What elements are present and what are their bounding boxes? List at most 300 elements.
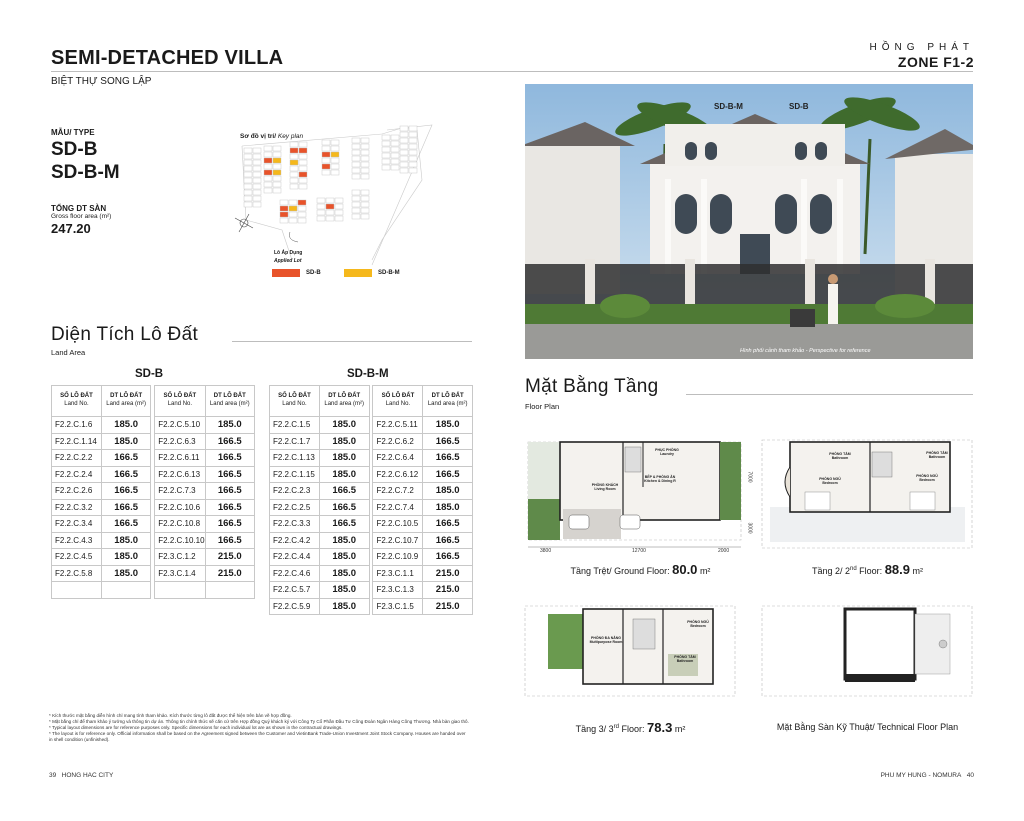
lot-area-cell: 166.5 (101, 499, 150, 516)
lot-number-cell: F2.2.C.10.8 (155, 516, 205, 533)
key-plan-lot (352, 156, 360, 161)
key-plan-lot (273, 182, 281, 187)
table-row (270, 417, 473, 434)
key-plan-lot (331, 152, 339, 157)
lot-area-cell: 185.0 (319, 433, 369, 450)
key-plan-lot (361, 174, 369, 179)
lot-number-cell: F2.2.C.3.3 (270, 516, 320, 533)
key-plan-lot (409, 162, 417, 167)
key-plan-lot (391, 147, 399, 152)
legend-sd-b: SD-B (272, 269, 321, 277)
room-label: BẾP & PHÒNG ĂN Kitchen & Dining R (644, 475, 676, 484)
lot-number-cell: F2.2.C.10.9 (373, 549, 423, 566)
key-plan-lot (409, 132, 417, 137)
key-plan-lot (273, 176, 281, 181)
key-plan-lot (289, 212, 297, 217)
dimension-label: 3000 (746, 522, 753, 534)
dimension-label: 2000 (718, 548, 730, 554)
key-plan-lot (400, 162, 408, 167)
key-plan-lot (299, 166, 307, 171)
lot-area-cell: 166.5 (101, 450, 150, 467)
key-plan-lot (391, 135, 399, 140)
key-plan-lot (400, 156, 408, 161)
column-header: SỐ LÔ ĐẤT Land No. (270, 386, 320, 417)
footnotes (49, 713, 469, 743)
key-plan-lot (299, 160, 307, 165)
lot-area-cell: 166.5 (423, 532, 473, 549)
lot-number-cell: F2.2.C.10.5 (373, 516, 423, 533)
lot-area-cell: 185.0 (319, 417, 369, 434)
page-subtitle: BIỆT THỰ SONG LẬP (51, 76, 152, 87)
key-plan-lot (335, 210, 343, 215)
room-label: PHÒNG NGỦ Bedroom (819, 477, 841, 486)
key-plan-lot (400, 126, 408, 131)
lot-number-cell: F2.2.C.1.15 (270, 466, 320, 483)
key-plan-lots (244, 126, 417, 223)
photo-caption: Hình phối cảnh tham khảo - Perspective for reference (740, 348, 871, 354)
lot-number-cell: F2.2.C.1.5 (270, 417, 320, 434)
header-divider (51, 71, 973, 72)
key-plan-lot (322, 152, 330, 157)
lot-number-cell: F2.3.C.1.2 (155, 549, 205, 566)
table-row (52, 417, 255, 434)
key-plan-lot (361, 144, 369, 149)
key-plan-lot (331, 164, 339, 169)
lot-area-cell: 215.0 (423, 598, 473, 615)
zone-label: ZONE F1-2 (897, 54, 974, 70)
key-plan-lot (391, 165, 399, 170)
key-plan-lot (290, 184, 298, 189)
lot-area-cell: 166.5 (205, 450, 254, 467)
key-plan-lot (299, 172, 307, 177)
lot-number-cell: F2.2.C.3.2 (52, 499, 102, 516)
table-row (270, 582, 473, 599)
key-plan-lot (361, 208, 369, 213)
key-plan-lot (361, 156, 369, 161)
key-plan-lot (264, 188, 272, 193)
lot-number-cell (155, 582, 205, 599)
lot-number-cell: F2.3.C.1.1 (373, 565, 423, 582)
column-header: SỐ LÔ ĐẤT Land No. (373, 386, 423, 417)
key-plan-lot (352, 174, 360, 179)
key-plan-lot (361, 214, 369, 219)
third-floor-plan (523, 604, 738, 699)
key-plan-lot (382, 159, 390, 164)
second-floor-caption: Tầng 2/ 2nd Floor: 88.9 m² (811, 562, 924, 577)
lot-number-cell: F2.2.C.6.11 (155, 450, 205, 467)
key-plan-title: Sơ đồ vị trí/ Key plan (240, 133, 304, 140)
key-plan-lot (280, 218, 288, 223)
key-plan-lot (352, 196, 360, 201)
key-plan-lot (331, 140, 339, 145)
key-plan-lot (409, 138, 417, 143)
lot-area-cell: 185.0 (319, 532, 369, 549)
key-plan-lot (382, 153, 390, 158)
lot-number-cell: F2.2.C.7.3 (155, 483, 205, 500)
lot-number-cell: F2.2.C.1.7 (270, 433, 320, 450)
lot-number-cell: F2.2.C.5.11 (373, 417, 423, 434)
technical-floor-caption: Mặt Bằng Sàn Kỹ Thuật/ Technical Floor Plan (776, 722, 959, 732)
footnote: * Typical layout dimensions are for reference purposes only. Specific dimensions for each individual lot are as shown in the contractual drawings. (49, 725, 343, 730)
lot-number-cell: F2.3.C.1.5 (373, 598, 423, 615)
lot-area-cell: 185.0 (101, 565, 150, 582)
lot-number-cell: F2.3.C.1.3 (373, 582, 423, 599)
villa-perspective-image (525, 84, 973, 359)
lot-number-cell: F2.2.C.2.3 (270, 483, 320, 500)
lot-number-cell: F2.3.C.1.4 (155, 565, 205, 582)
type-value: SD-B (51, 139, 98, 160)
room-label: PHỤC PHÒNG Laundry (655, 448, 679, 457)
group-title-sd-b-m: SD-B-M (347, 368, 389, 380)
key-plan-lot (280, 206, 288, 211)
key-plan-lot (391, 141, 399, 146)
table-row (52, 450, 255, 467)
table-row (270, 598, 473, 615)
lot-number-cell: F2.2.C.1.6 (52, 417, 102, 434)
key-plan-lot (253, 202, 261, 207)
room-label: PHÒNG NGỦ Bedroom (916, 474, 938, 483)
key-plan-lot (244, 172, 252, 177)
key-plan-lot (299, 178, 307, 183)
key-plan-lot (273, 188, 281, 193)
column-header: SỐ LÔ ĐẤT Land No. (52, 386, 102, 417)
footnote: * Kích thước mặt bằng diễn hình chỉ mang tính tham khảo. Kích thước từng lô đất được thể hiện trên bản vẽ hợp đồng. (49, 713, 292, 718)
lot-number-cell: F2.2.C.1.14 (52, 433, 102, 450)
key-plan-lot (400, 132, 408, 137)
lot-number-cell: F2.2.C.5.9 (270, 598, 320, 615)
lot-area-cell: 166.5 (423, 466, 473, 483)
lot-number-cell (52, 582, 102, 599)
technical-floor-plan (760, 604, 975, 699)
table-row (270, 532, 473, 549)
lot-area-cell: 166.5 (319, 483, 369, 500)
key-plan-lot (299, 142, 307, 147)
key-plan-lot (253, 184, 261, 189)
key-plan-lot (317, 216, 325, 221)
lot-number-cell: F2.2.C.4.6 (270, 565, 320, 582)
key-plan-lot (290, 154, 298, 159)
key-plan-lot (264, 176, 272, 181)
lot-area-cell: 166.5 (101, 516, 150, 533)
lot-number-cell: F2.2.C.4.3 (52, 532, 102, 549)
lot-area-cell: 185.0 (319, 598, 369, 615)
key-plan-lot (317, 210, 325, 215)
lot-number-cell: F2.2.C.7.4 (373, 499, 423, 516)
lot-area-cell: 215.0 (423, 582, 473, 599)
table-row (270, 499, 473, 516)
room-label: PHÒNG TẮM Bathroom (674, 655, 696, 664)
key-plan-lot (361, 138, 369, 143)
floor-plan-title: Mặt Bằng Tầng (525, 376, 659, 397)
lot-area-cell (101, 582, 150, 599)
key-plan-lot (273, 152, 281, 157)
key-plan-lot (326, 204, 334, 209)
key-plan-lot (298, 218, 306, 223)
lot-area-cell: 166.5 (423, 433, 473, 450)
key-plan-lot (352, 202, 360, 207)
applied-lot-label: Lô Áp Dụng Applied Lot (274, 250, 303, 264)
key-plan-lot (273, 170, 281, 175)
lot-number-cell: F2.2.C.6.3 (155, 433, 205, 450)
key-plan-lot (352, 168, 360, 173)
footer-right: PHU MY HUNG - NOMURA 40 (880, 772, 974, 779)
key-plan-lot (326, 198, 334, 203)
room-label: PHÒNG TẮM Bathroom (926, 451, 948, 460)
room-label: PHÒNG TẮM Bathroom (829, 452, 851, 461)
column-header: DT LÔ ĐẤT Land area (m²) (101, 386, 150, 417)
table-row (52, 516, 255, 533)
lot-number-cell: F2.2.C.5.10 (155, 417, 205, 434)
key-plan-lot (361, 150, 369, 155)
key-plan-lot (335, 198, 343, 203)
key-plan-lot (409, 168, 417, 173)
table-row (270, 483, 473, 500)
column-header: DT LÔ ĐẤT Land area (m²) (319, 386, 369, 417)
lot-area-cell: 166.5 (423, 516, 473, 533)
photo-label-sd-b: SD-B (789, 102, 809, 111)
key-plan-lot (352, 214, 360, 219)
table-row (52, 433, 255, 450)
key-plan-lot (244, 202, 252, 207)
lot-number-cell: F2.2.C.1.13 (270, 450, 320, 467)
table-row (52, 565, 255, 582)
lot-number-cell: F2.2.C.6.4 (373, 450, 423, 467)
gfa-sub-label: Gross floor area (m²) (51, 213, 112, 220)
brand-name: HỒNG PHÁT (869, 42, 974, 53)
lot-area-cell: 185.0 (423, 417, 473, 434)
third-floor-caption: Tầng 3/ 3rd Floor: 78.3 m² (575, 720, 686, 735)
key-plan-lot (331, 146, 339, 151)
land-table-sd-b-m (269, 385, 473, 615)
legend-swatch (344, 269, 372, 277)
key-plan-lot (253, 166, 261, 171)
key-plan-lot (244, 148, 252, 153)
key-plan-lot (273, 164, 281, 169)
key-plan-lot (322, 146, 330, 151)
key-plan-lot (322, 164, 330, 169)
key-plan-lot (382, 135, 390, 140)
key-plan-lot (273, 146, 281, 151)
key-plan-lot (290, 178, 298, 183)
key-plan-lot (361, 196, 369, 201)
ground-floor-plan (523, 437, 758, 557)
key-plan-lot (409, 126, 417, 131)
dimension-label: 12700 (632, 548, 646, 554)
lot-area-cell: 185.0 (319, 582, 369, 599)
key-plan-lot (290, 172, 298, 177)
lot-area-cell: 166.5 (319, 499, 369, 516)
lot-area-cell: 166.5 (423, 549, 473, 566)
footnote: * Mặt bằng chỉ để tham khảo ý tưởng và thông tin dự án. Thông tin chính thức sẽ căn cứ trên Hợp đồng Quý khách ký với Công Ty Cổ Phần Đầu Tư Công Đoàn Ngân Hàng Công Thương. Nhà bàn giao thô. (49, 719, 469, 724)
key-plan-lot (317, 198, 325, 203)
lot-area-cell: 166.5 (205, 466, 254, 483)
column-header: DT LÔ ĐẤT Land area (m²) (423, 386, 473, 417)
land-area-title: Diện Tích Lô Đất (51, 324, 199, 345)
key-plan-lot (361, 190, 369, 195)
lot-number-cell: F2.2.C.2.2 (52, 450, 102, 467)
table-row (52, 582, 255, 599)
lot-area-cell: 185.0 (101, 433, 150, 450)
lot-number-cell: F2.2.C.10.10 (155, 532, 205, 549)
table-header-row (52, 386, 255, 417)
gfa-label: TỔNG DT SÀN (51, 204, 107, 213)
legend-sd-b-m: SD-B-M (344, 269, 400, 277)
lot-area-cell: 185.0 (423, 499, 473, 516)
key-plan-lot (298, 200, 306, 205)
key-plan-lot (409, 150, 417, 155)
land-area-subtitle: Land Area (51, 348, 86, 357)
key-plan-lot (253, 190, 261, 195)
dimension-label: 7000 (746, 471, 753, 483)
key-plan-lot (264, 152, 272, 157)
lot-number-cell: F2.2.C.6.12 (373, 466, 423, 483)
key-plan-lot (335, 204, 343, 209)
key-plan-lot (298, 206, 306, 211)
group-title-sd-b: SD-B (135, 368, 164, 380)
key-plan-lot (244, 184, 252, 189)
lot-area-cell: 166.5 (205, 499, 254, 516)
key-plan-lot (289, 218, 297, 223)
lot-area-cell: 166.5 (205, 483, 254, 500)
lot-area-cell: 185.0 (101, 549, 150, 566)
lot-area-cell: 166.5 (319, 516, 369, 533)
key-plan-lot (298, 212, 306, 217)
lot-area-cell: 185.0 (101, 417, 150, 434)
key-plan-lot (253, 160, 261, 165)
lot-area-cell: 215.0 (423, 565, 473, 582)
lot-area-cell: 166.5 (101, 483, 150, 500)
gfa-value: 247.20 (51, 221, 91, 236)
key-plan-lot (299, 148, 307, 153)
lot-number-cell: F2.2.C.6.2 (373, 433, 423, 450)
key-plan-lot (322, 170, 330, 175)
page-title: SEMI-DETACHED VILLA (51, 47, 284, 69)
room-label: PHÒNG KHÁCH Living Room (591, 483, 619, 492)
compass-icon (235, 214, 253, 232)
footnote: * The layout is for reference only. Official information shall be based on the Agreement signed between the Customer and VietinBank Trade-Union Investment Joint Stock Company. Houses are handed over in shell condition (unfinished). (49, 731, 466, 742)
table-row (52, 532, 255, 549)
lot-area-cell: 185.0 (319, 466, 369, 483)
key-plan-lot (322, 158, 330, 163)
legend-swatch (272, 269, 300, 277)
key-plan-lot (382, 147, 390, 152)
lot-number-cell: F2.2.C.2.6 (52, 483, 102, 500)
key-plan-lot (289, 200, 297, 205)
lot-area-cell: 185.0 (319, 450, 369, 467)
lot-area-cell: 185.0 (205, 417, 254, 434)
key-plan-lot (400, 168, 408, 173)
key-plan-lot (335, 216, 343, 221)
key-plan-lot (273, 158, 281, 163)
lot-number-cell: F2.2.C.4.4 (270, 549, 320, 566)
key-plan-lot (400, 138, 408, 143)
lot-area-cell: 185.0 (319, 565, 369, 582)
table-row (270, 433, 473, 450)
lot-area-cell: 215.0 (205, 549, 254, 566)
key-plan-lot (352, 162, 360, 167)
key-plan-lot (382, 165, 390, 170)
table-row (52, 483, 255, 500)
key-plan-lot (253, 196, 261, 201)
column-header: DT LÔ ĐẤT Land area (m²) (205, 386, 254, 417)
floor-plan-divider (686, 394, 973, 395)
key-plan-lot (280, 212, 288, 217)
key-plan-lot (331, 158, 339, 163)
lot-number-cell: F2.2.C.2.4 (52, 466, 102, 483)
lot-area-cell: 166.5 (205, 433, 254, 450)
key-plan-lot (244, 178, 252, 183)
key-plan-lot (331, 170, 339, 175)
table-row (270, 549, 473, 566)
table-row (270, 450, 473, 467)
lot-area-cell (205, 582, 254, 599)
key-plan-lot (317, 204, 325, 209)
table-row (52, 549, 255, 566)
applied-lot-pointer (289, 232, 298, 242)
key-plan-lot (352, 190, 360, 195)
key-plan-lot (253, 178, 261, 183)
key-plan-lot (352, 150, 360, 155)
key-plan-lot (352, 138, 360, 143)
lot-number-cell: F2.2.C.3.4 (52, 516, 102, 533)
key-plan-lot (253, 172, 261, 177)
room-label: PHÒNG NGỦ Bedroom (687, 620, 709, 629)
key-plan-lot (264, 164, 272, 169)
lot-number-cell: F2.2.C.4.5 (52, 549, 102, 566)
key-plan-lot (244, 154, 252, 159)
key-plan-lot (326, 216, 334, 221)
key-plan-lot (409, 144, 417, 149)
key-plan-lot (382, 141, 390, 146)
photo-label-sd-b-m: SD-B-M (714, 102, 743, 111)
key-plan-lot (264, 170, 272, 175)
lot-area-cell: 166.5 (423, 450, 473, 467)
key-plan-lot (253, 148, 261, 153)
key-plan-lot (264, 158, 272, 163)
table-header-row (270, 386, 473, 417)
key-plan-lot (289, 206, 297, 211)
key-plan-lot (244, 190, 252, 195)
key-plan-lot (244, 160, 252, 165)
key-plan-lot (280, 200, 288, 205)
key-plan-lot (326, 210, 334, 215)
table-row (52, 466, 255, 483)
key-plan-lot (290, 142, 298, 147)
lot-number-cell: F2.2.C.6.13 (155, 466, 205, 483)
lot-number-cell: F2.2.C.10.6 (155, 499, 205, 516)
lot-number-cell: F2.2.C.5.7 (270, 582, 320, 599)
lot-area-cell: 185.0 (101, 532, 150, 549)
key-plan-lot (253, 154, 261, 159)
footer-left: 39 HONG HAC CITY (49, 772, 114, 779)
type-label: MẪU/ TYPE (51, 128, 95, 137)
lot-area-cell: 166.5 (205, 516, 254, 533)
table-row (52, 499, 255, 516)
table-row (270, 565, 473, 582)
key-plan-lot (409, 156, 417, 161)
type-value: SD-B-M (51, 162, 120, 183)
key-plan-map (232, 120, 442, 270)
ground-floor-caption: Tầng Trệt/ Ground Floor: 80.0 m² (570, 562, 711, 577)
lot-area-cell: 185.0 (319, 549, 369, 566)
key-plan-lot (400, 144, 408, 149)
table-row (270, 516, 473, 533)
key-plan-lot (290, 160, 298, 165)
key-plan-lot (361, 168, 369, 173)
land-area-divider (232, 341, 472, 342)
lot-number-cell: F2.2.C.7.2 (373, 483, 423, 500)
lot-area-cell: 166.5 (205, 532, 254, 549)
